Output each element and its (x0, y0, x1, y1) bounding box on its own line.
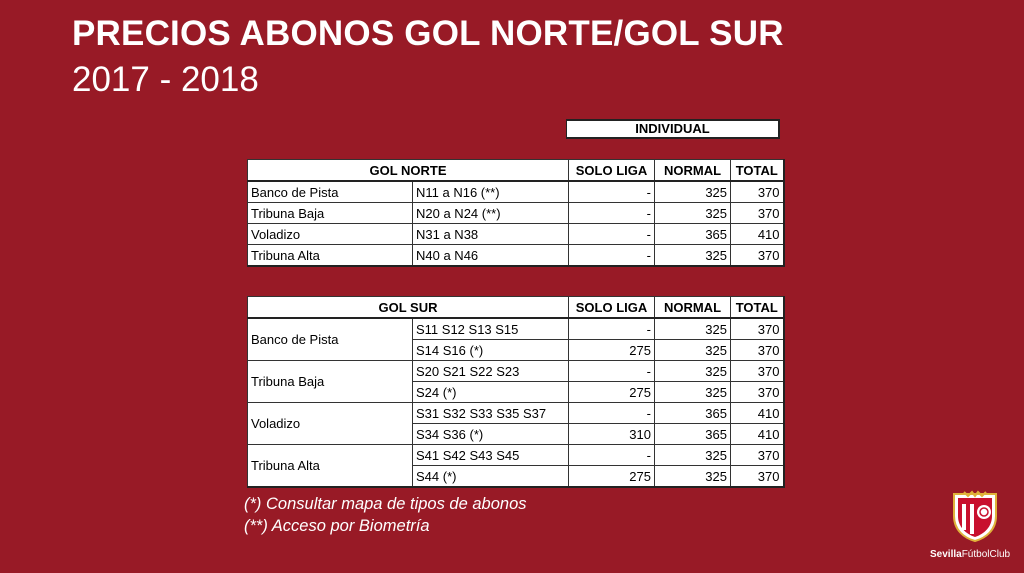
table-row (248, 361, 784, 382)
solo-liga-cell: - (569, 361, 655, 382)
sectors-cell: S34 S36 (*) (413, 424, 569, 445)
sectors-cell: N31 a N38 (413, 224, 569, 245)
individual-header: INDIVIDUAL (566, 119, 780, 139)
col-total: TOTAL (731, 297, 784, 319)
total-cell: 370 (731, 318, 784, 340)
normal-cell: 365 (655, 403, 731, 424)
footnote-biometria: (**) Acceso por Biometría (244, 517, 430, 535)
solo-liga-cell: 275 (569, 340, 655, 361)
normal-cell: 365 (655, 224, 731, 245)
normal-cell: 325 (655, 340, 731, 361)
total-cell: 410 (731, 403, 784, 424)
normal-cell: 325 (655, 361, 731, 382)
table-row (248, 181, 784, 203)
col-solo-liga: SOLO LIGA (569, 160, 655, 182)
table-row (248, 403, 784, 424)
total-cell: 370 (731, 340, 784, 361)
normal-cell: 325 (655, 181, 731, 203)
normal-cell: 325 (655, 382, 731, 403)
total-cell: 370 (731, 181, 784, 203)
sectors-cell: S24 (*) (413, 382, 569, 403)
total-cell: 370 (731, 466, 784, 488)
total-cell: 370 (731, 203, 784, 224)
table-row (248, 203, 784, 224)
zone-cell: Tribuna Alta (248, 445, 413, 488)
table-row (248, 318, 784, 340)
sectors-cell: S14 S16 (*) (413, 340, 569, 361)
solo-liga-cell: 275 (569, 466, 655, 488)
solo-liga-cell: 275 (569, 382, 655, 403)
gol-sur-header: GOL SUR (248, 297, 569, 319)
sectors-cell: S31 S32 S33 S35 S37 (413, 403, 569, 424)
solo-liga-cell: - (569, 245, 655, 267)
total-cell: 410 (731, 224, 784, 245)
zone-cell: Voladizo (248, 403, 413, 445)
solo-liga-cell: - (569, 318, 655, 340)
sectors-cell: S20 S21 S22 S23 (413, 361, 569, 382)
total-cell: 410 (731, 424, 784, 445)
total-cell: 370 (731, 245, 784, 267)
sectors-cell: N11 a N16 (**) (413, 181, 569, 203)
sevilla-crest-icon (950, 490, 1000, 542)
zone-cell: Voladizo (248, 224, 413, 245)
total-cell: 370 (731, 361, 784, 382)
zone-cell: Banco de Pista (248, 318, 413, 361)
normal-cell: 365 (655, 424, 731, 445)
solo-liga-cell: - (569, 224, 655, 245)
total-cell: 370 (731, 382, 784, 403)
sectors-cell: S11 S12 S13 S15 (413, 318, 569, 340)
page-title: PRECIOS ABONOS GOL NORTE/GOL SUR (72, 14, 784, 53)
col-normal: NORMAL (655, 160, 731, 182)
table-row (248, 224, 784, 245)
zone-cell: Tribuna Baja (248, 361, 413, 403)
normal-cell: 325 (655, 318, 731, 340)
col-total: TOTAL (731, 160, 784, 182)
footnote-mapa: (*) Consultar mapa de tipos de abonos (244, 495, 527, 513)
zone-cell: Banco de Pista (248, 181, 413, 203)
col-solo-liga: SOLO LIGA (569, 297, 655, 319)
sectors-cell: N40 a N46 (413, 245, 569, 267)
solo-liga-cell: - (569, 403, 655, 424)
sectors-cell: N20 a N24 (**) (413, 203, 569, 224)
table-row (248, 245, 784, 267)
gol-norte-table (247, 159, 785, 267)
season-subtitle: 2017 - 2018 (72, 60, 259, 99)
footnotes (244, 493, 527, 537)
solo-liga-cell: - (569, 181, 655, 203)
brand-wordmark: SevillaFútbolClub (930, 549, 1011, 560)
col-normal: NORMAL (655, 297, 731, 319)
sectors-cell: S41 S42 S43 S45 (413, 445, 569, 466)
normal-cell: 325 (655, 445, 731, 466)
gol-sur-table (247, 296, 785, 488)
solo-liga-cell: - (569, 445, 655, 466)
zone-cell: Tribuna Baja (248, 203, 413, 224)
solo-liga-cell: 310 (569, 424, 655, 445)
normal-cell: 325 (655, 203, 731, 224)
total-cell: 370 (731, 445, 784, 466)
normal-cell: 325 (655, 245, 731, 267)
solo-liga-cell: - (569, 203, 655, 224)
gol-norte-header: GOL NORTE (248, 160, 569, 182)
normal-cell: 325 (655, 466, 731, 488)
sectors-cell: S44 (*) (413, 466, 569, 488)
table-row (248, 445, 784, 466)
zone-cell: Tribuna Alta (248, 245, 413, 267)
